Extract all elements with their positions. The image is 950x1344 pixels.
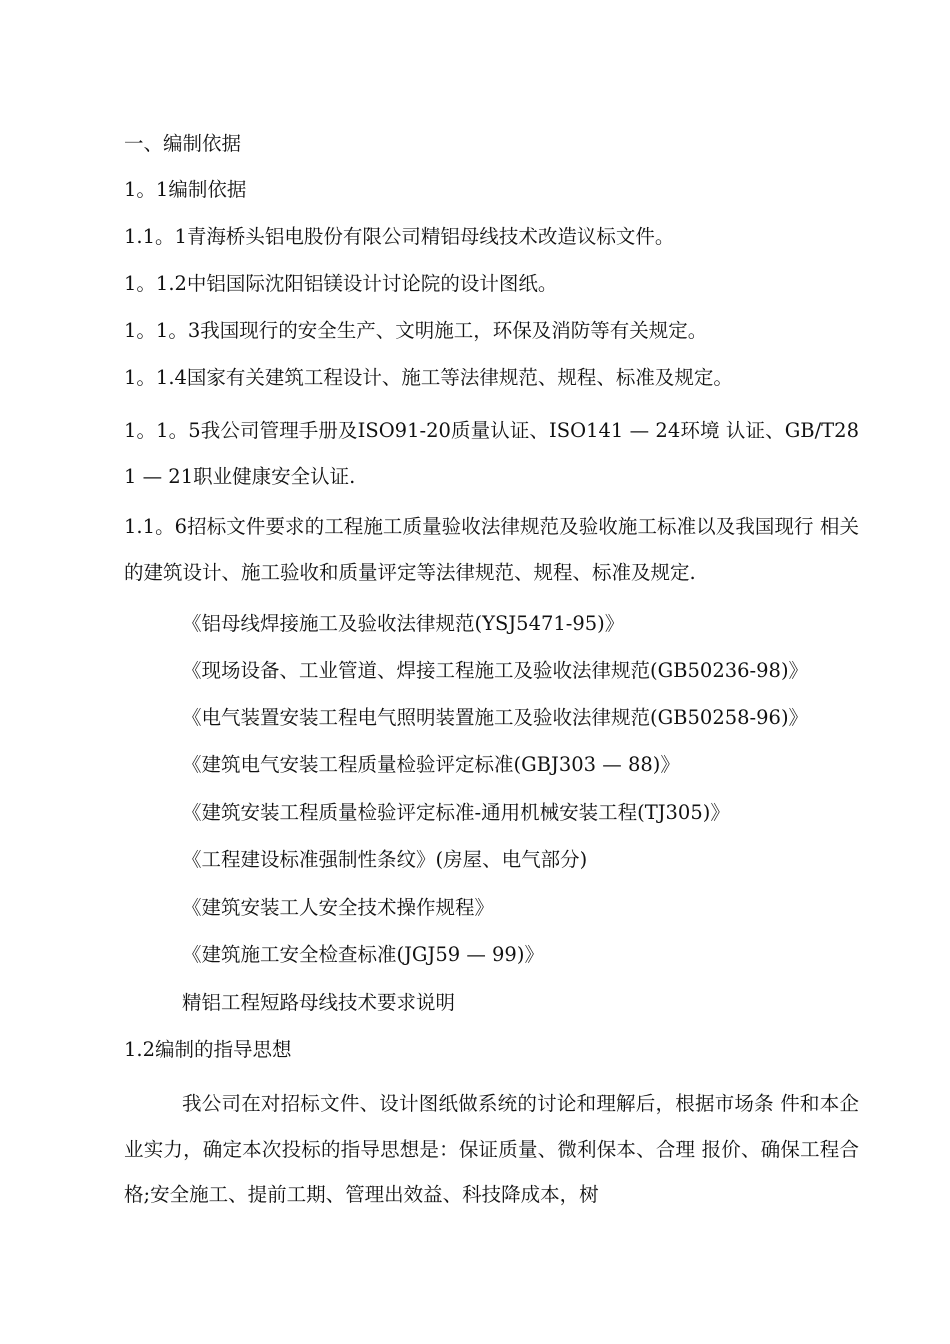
- basis-item-1-1-3: 1。1。3我国现行的安全生产、文明施工，环保及消防等有关规定。: [124, 319, 708, 342]
- basis-item-1-1-5: 1。1。5我公司管理手册及ISO91-20质量认证、ISO141 — 24环境 认证、GB/T281 — 21职业健康安全认证.: [124, 419, 859, 488]
- standard-item: 《工程建设标准强制性条纹》(房屋、电气部分): [182, 848, 588, 871]
- section-heading: 一、编制依据: [124, 132, 242, 155]
- standard-item: 《建筑施工安全检查标准(JGJ59 — 99)》: [182, 943, 544, 966]
- standard-item: 《建筑电气安装工程质量检验评定标准(GBJ303 — 88)》: [182, 753, 680, 776]
- standard-item: 精铝工程短路母线技术要求说明: [182, 991, 456, 1014]
- guiding-principle-paragraph: 我公司在对招标文件、设计图纸做系统的讨论和理解后，根据市场条 件和本企业实力，确定本次投标的指导思想是：保证质量、微利保本、合理 报价、确保工程合格;安全施工、提前工期、管理出效益、科技降成本，树: [124, 1092, 859, 1206]
- standard-item: 《电气装置安装工程电气照明装置施工及验收法律规范(GB50258-96)》: [182, 706, 809, 729]
- subsection-heading-1-1: 1。1编制依据: [124, 178, 247, 201]
- basis-item-1-1-6: 1.1。6招标文件要求的工程施工质量验收法律规范及验收施工标准以及我国现行 相关的建筑设计、施工验收和质量评定等法律规范、规程、标准及规定.: [124, 515, 859, 584]
- subsection-heading-1-2: 1.2编制的指导思想: [124, 1038, 292, 1061]
- standard-item: 《建筑安装工程质量检验评定标准-通用机械安装工程(TJ305)》: [182, 801, 730, 824]
- standard-item: 《现场设备、工业管道、焊接工程施工及验收法律规范(GB50236-98)》: [182, 659, 809, 682]
- standard-item: 《铝母线焊接施工及验收法律规范(YSJ5471-95)》: [182, 612, 625, 635]
- basis-item-1-1-1: 1.1。1青海桥头铝电股份有限公司精铝母线技术改造议标文件。: [124, 225, 675, 248]
- standard-item: 《建筑安装工人安全技术操作规程》: [182, 896, 495, 919]
- basis-item-1-1-2: 1。1.2中铝国际沈阳铝镁设计讨论院的设计图纸。: [124, 272, 558, 295]
- basis-item-1-1-4: 1。1.4国家有关建筑工程设计、施工等法律规范、规程、标准及规定。: [124, 366, 733, 389]
